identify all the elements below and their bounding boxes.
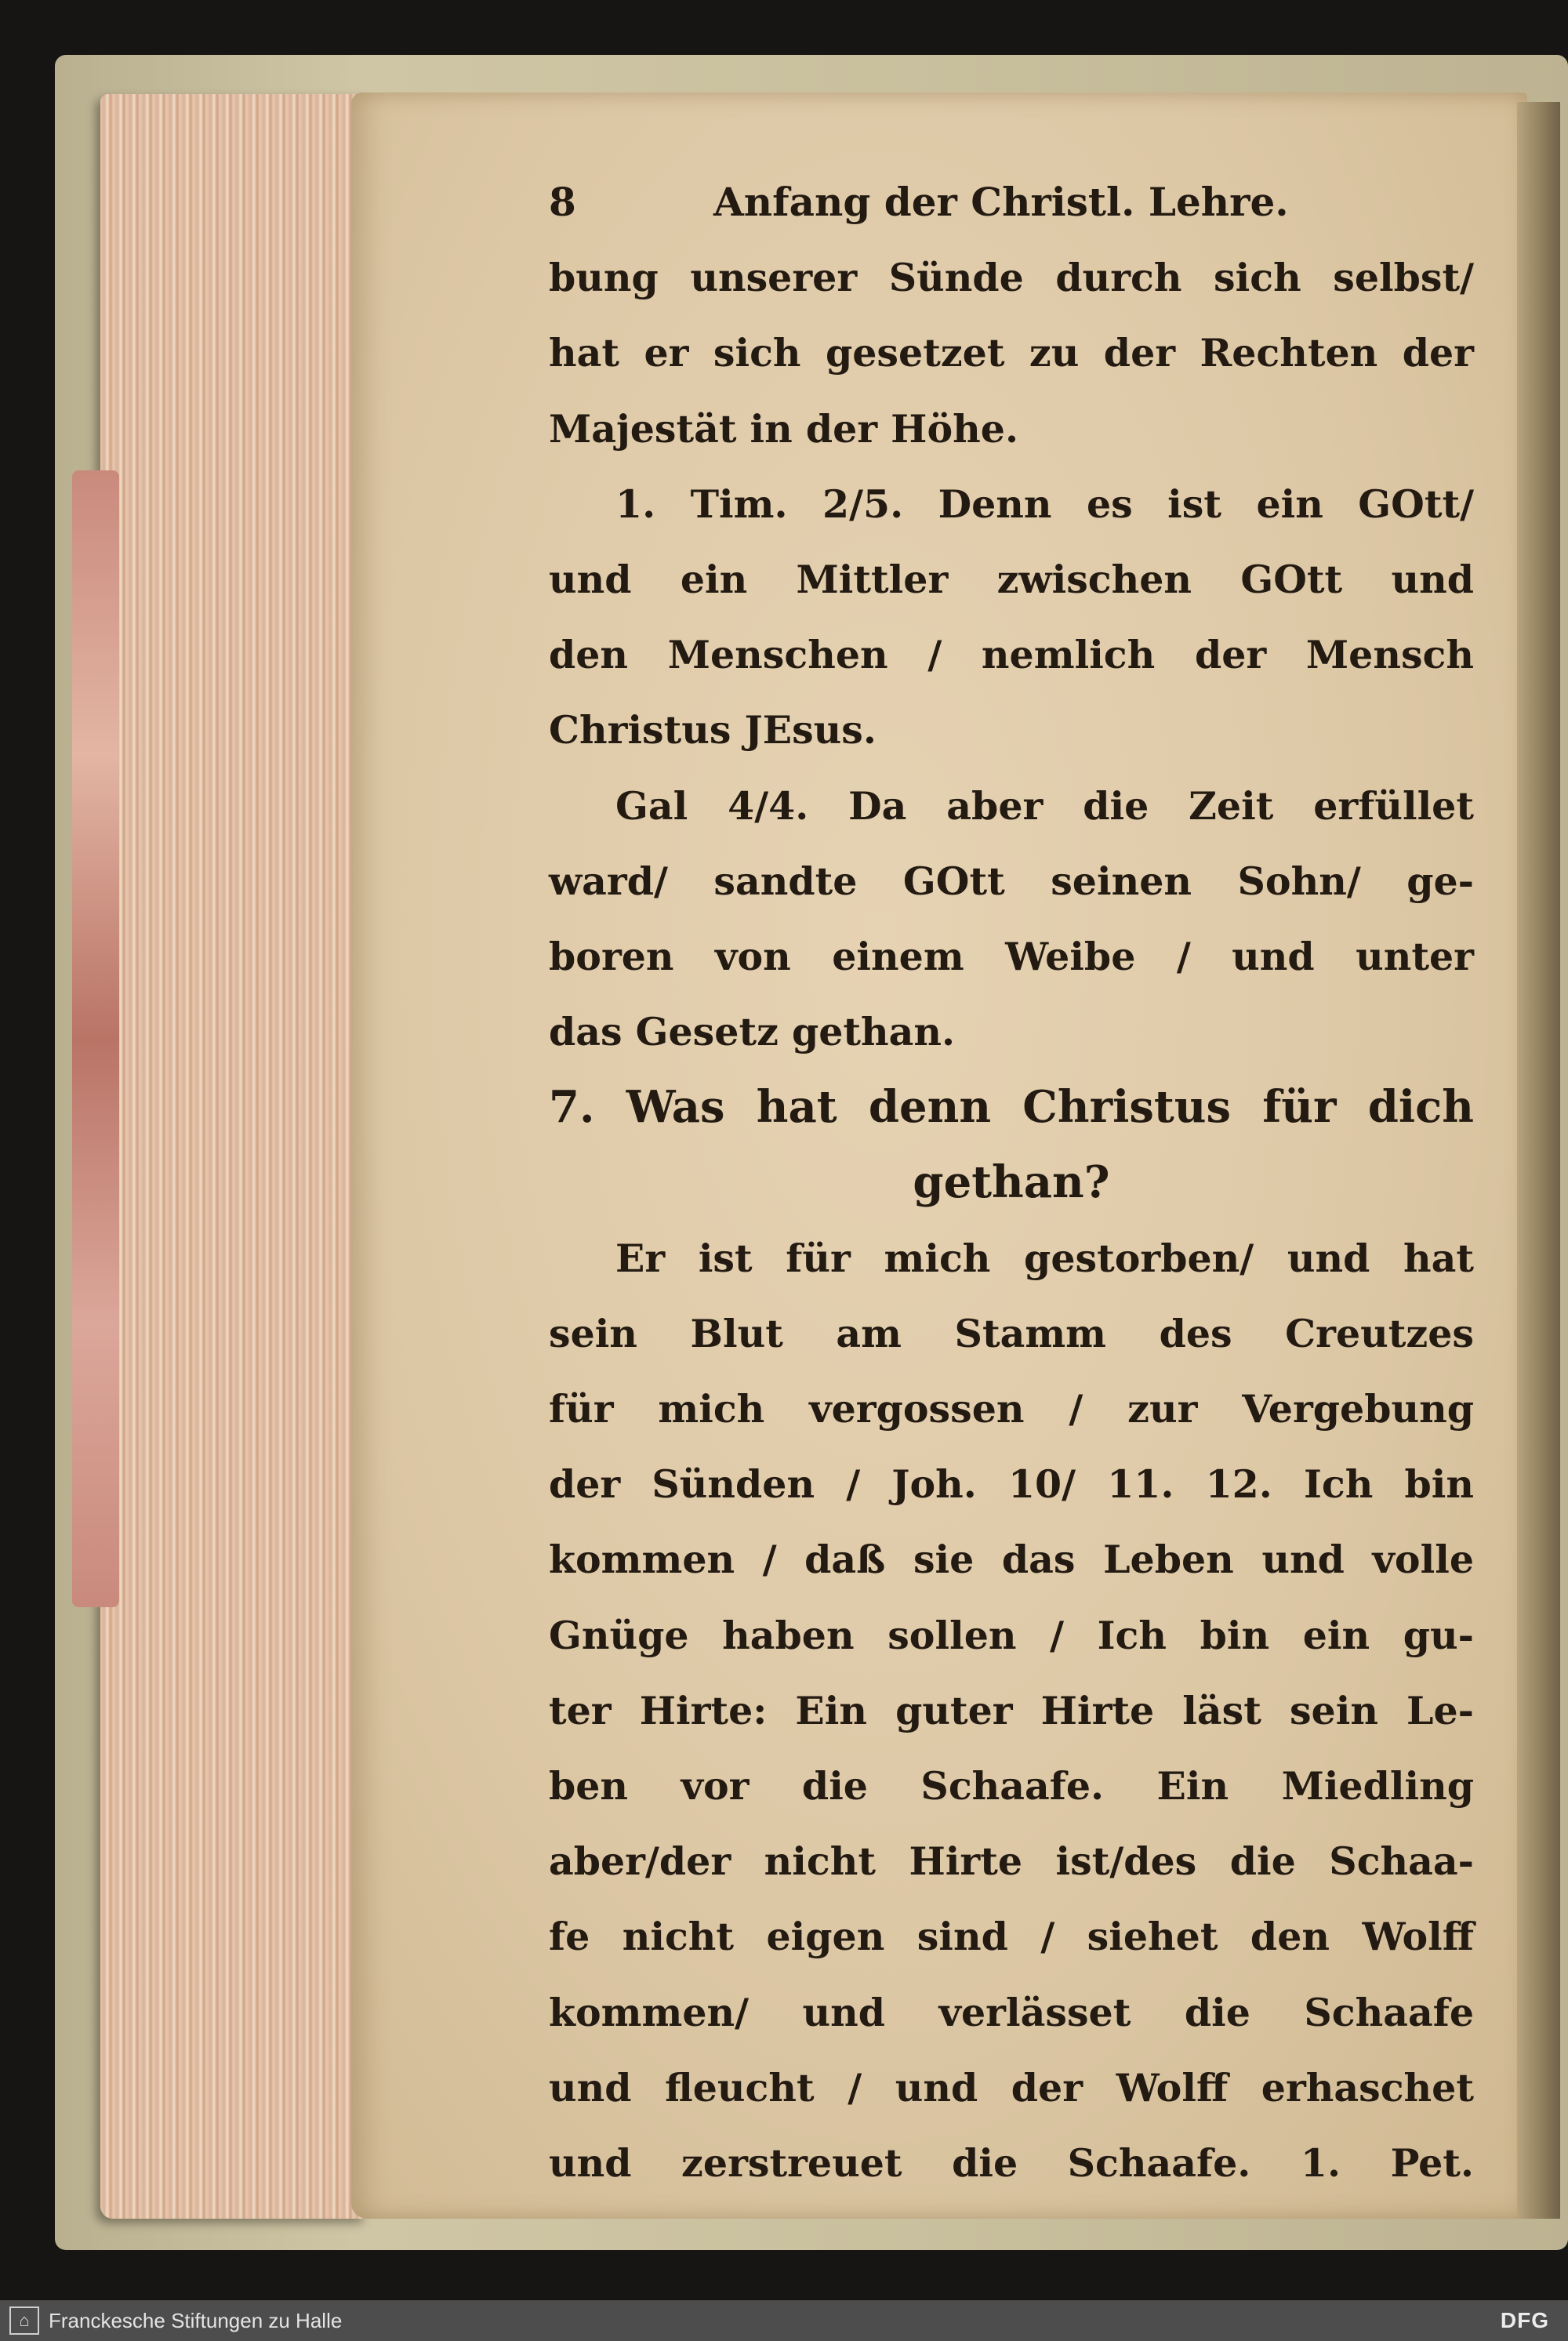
text-line: der Sünden / Joh. 10/ 11. 12. Ich bin	[549, 1461, 1474, 1508]
text-line: ben vor die Schaafe. Ein Miedling	[549, 1762, 1474, 1809]
text-line: fe nicht eigen sind / siehet den Wolff	[549, 1914, 1474, 1960]
franckesche-logo-icon: ⌂	[9, 2307, 39, 2335]
text-line: kommen / daß sie das Leben und volle	[549, 1537, 1474, 1583]
text-line: und ein Mittler zwischen GOtt und	[549, 556, 1474, 602]
dfg-logo: DFG	[1500, 2308, 1549, 2332]
text-line: ter Hirte: Ein guter Hirte läst sein Le-	[549, 1687, 1474, 1733]
viewer-footer	[0, 2300, 1568, 2341]
text-line: Er ist für mich gestorben/ und hat	[615, 1235, 1474, 1281]
institution-credit: Franckesche Stiftungen zu Halle	[49, 2309, 343, 2332]
text-line: für mich vergossen / zur Vergebung	[549, 1386, 1474, 1432]
text-line: Majestät in der Höhe.	[549, 405, 1019, 452]
text-line: boren von einem Weibe / und unter	[549, 933, 1474, 979]
book-gutter	[1517, 102, 1560, 2219]
text-line: das Gesetz gethan.	[549, 1009, 956, 1055]
text-line: bung unserer Sünde durch sich selbst/	[549, 255, 1474, 301]
text-line: sein Blut am Stamm des Creutzes	[549, 1310, 1474, 1356]
marbled-endpaper	[72, 470, 119, 1607]
running-header	[549, 165, 1474, 240]
text-line: kommen/ und verlässet die Schaafe	[549, 1989, 1474, 2035]
text-line: Gnüge haben sollen / Ich bin ein gu-	[549, 1612, 1474, 1658]
text-line: und zerstreuet die Schaafe. 1. Pet.	[549, 2140, 1474, 2186]
running-head: Anfang der Christl. Lehre.	[713, 179, 1289, 225]
question-heading: 7. Was hat denn Christus für dich	[549, 1081, 1474, 1134]
text-line: 1. Tim. 2/5. Denn es ist ein GOtt/	[615, 481, 1474, 527]
text-line: Gal 4/4. Da aber die Zeit erfüllet	[615, 782, 1474, 829]
text-line: ward/ sandte GOtt seinen Sohn/ ge-	[549, 858, 1474, 904]
text-line: und fleucht / und der Wolff erhaschet	[549, 2064, 1474, 2111]
page-text	[549, 165, 1474, 2201]
text-line: Christus JEsus.	[549, 707, 877, 753]
text-line: den Menschen / nemlich der Mensch	[549, 632, 1474, 678]
text-line: aber/der nicht Hirte ist/des die Schaa-	[549, 1838, 1474, 1885]
question-heading: gethan?	[913, 1156, 1110, 1209]
page-number: 8	[549, 179, 576, 225]
text-line: hat er sich gesetzet zu der Rechten der	[549, 330, 1474, 376]
page-edges	[100, 94, 367, 2219]
